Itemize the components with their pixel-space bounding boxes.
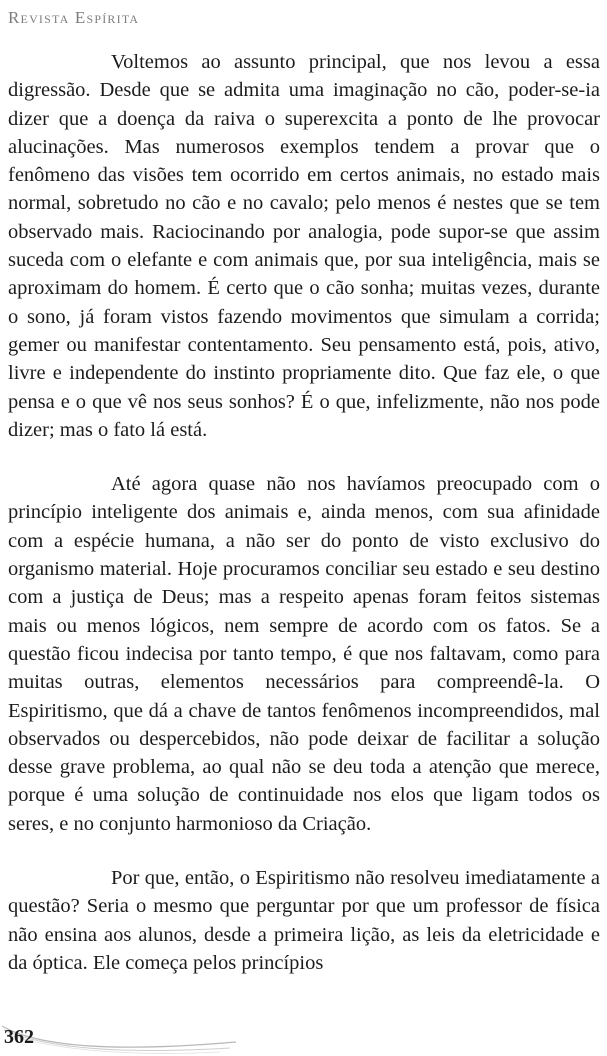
page-swoosh-ornament [0, 1018, 240, 1056]
running-head: Revista Espírita [8, 8, 140, 27]
paragraph-3: Por que, então, o Espiritismo não resolveu imediatamente a questão? Seria o mesmo que perguntar por que um professor de física não ensina aos alunos, desde a primeira lição, as leis da eletricidade e da óptica. Ele começa pelos princípios [8, 867, 600, 974]
paragraph-2: Até agora quase não nos havíamos preocupado com o princípio inteligente dos animais e, ainda menos, com sua afinidade com a espécie humana, a não ser do ponto de visto exclusivo do organismo material. Hoje procuramos conciliar seu estado e seu destino com a justiça de Deus; mas a respeito apenas foram feitos sistemas mais ou menos lógicos, nem sempre de acordo com os fatos. Se a questão ficou indecisa por tanto tempo, é que nos faltavam, como para muitas outras, elementos necessários para compreendê-la. O Espiritismo, que dá a chave de tantos fenômenos incompreendidos, mal observados ou despercebidos, não pode deixar de facilitar a solução desse grave problema, ao qual não se deu toda a atenção que merece, porque é uma solução de continuidade nos elos que ligam todos os seres, e no conjunto harmonioso da Criação. [8, 473, 600, 835]
page-number: 362 [4, 1026, 34, 1048]
page-body [8, 48, 600, 1003]
paragraph-1: Voltemos ao assunto principal, que nos levou a essa digressão. Desde que se admita uma imaginação no cão, poder-se-ia dizer que a doença da raiva o superexcita a ponto de lhe provocar alucinações. Mas numerosos exemplos tendem a provar que o fenômeno das visões tem ocorrido em certos animais, no estado mais normal, sobretudo no cão e no cavalo; pelo menos é nestes que se tem observado mais. Raciocinando por analogia, pode supor-se que assim suceda com o elefante e com animais que, por sua inteligência, mais se aproximam do homem. É certo que o cão sonha; muitas vezes, durante o sono, já foram vistos fazendo movimentos que simulam a corrida; gemer ou manifestar contentamento. Seu pensamento está, pois, ativo, livre e independente do instinto propriamente dito. Que faz ele, o que pensa e o que vê nos seus sonhos? É o que, infelizmente, não nos pode dizer; mas o fato lá está. [8, 51, 600, 441]
